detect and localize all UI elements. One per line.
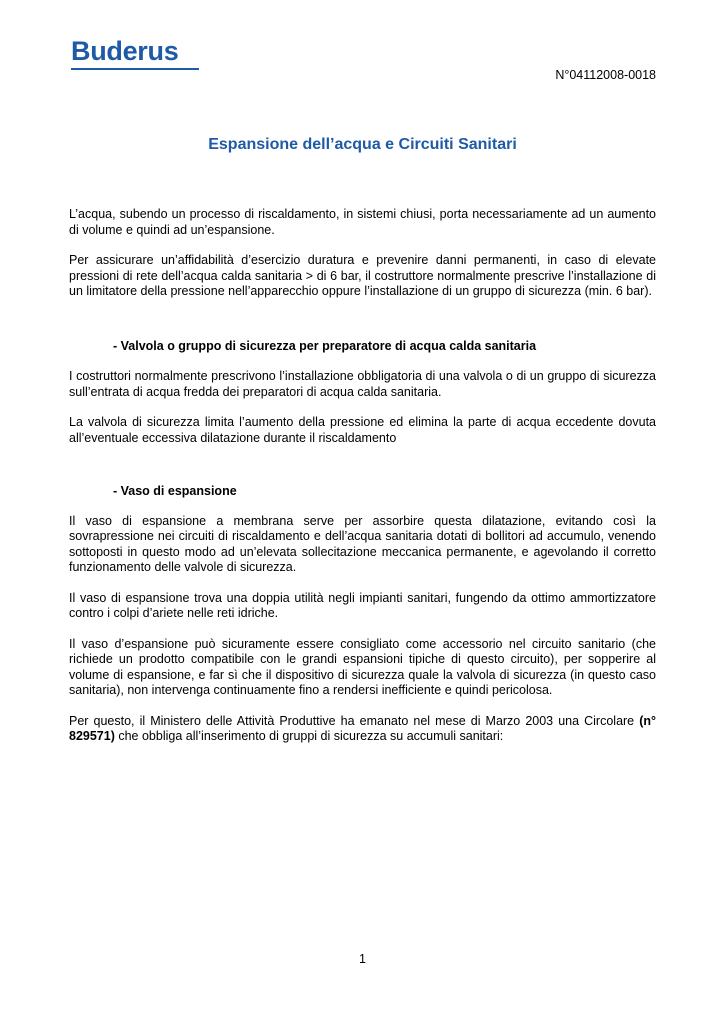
page-number: 1 [359, 952, 366, 966]
paragraph-accessory: Il vaso d’espansione può sicuramente essere consigliato come accessorio nel circuito sanitario (che richiede un prodotto compatibile con le grandi espansioni tipiche di questo circuito), per sopperire al volume di espansione, e far sì che il dispositivo di sicurezza quale la valvola di sicurezza (in questo caso sanitaria), non intervenga continuamente fino a rendersi inefficiente e quindi pericolosa. [69, 636, 656, 697]
paragraph-intro: L’acqua, subendo un processo di riscaldamento, in sistemi chiusi, porta necessariamente ad un aumento di volume e quindi ad un’espansione. [69, 207, 656, 237]
paragraph-double-use: Il vaso di espansione trova una doppia utilità negli impianti sanitari, fungendo da ottimo ammortizzatore contro i colpi d’ariete nelle reti idriche. [69, 590, 656, 620]
logo-wordmark: Buderus [71, 36, 179, 66]
paragraph-manufacturers: I costruttori normalmente prescrivono l’installazione obbligatoria di una valvola o di un gruppo di sicurezza sull’entrata di acqua fredda dei preparatori di acqua calda sanitaria. [69, 369, 656, 399]
document-body [69, 207, 656, 745]
paragraph-pressure: Per assicurare un’affidabilità d’esercizio duratura e prevenire danni permanenti, in caso di elevate pressioni di rete dell’acqua calda sanitaria > di 6 bar, il costruttore normalmente prescrive l’installazione di un limitatore della pressione nell’apparecchio oppure l’installazione di un gruppo di sicurezza (min. 6 bar). [69, 253, 656, 298]
section-heading-valve: - Valvola o gruppo di sicurezza per preparatore di acqua calda sanitaria [113, 338, 537, 353]
paragraph-circular [69, 714, 656, 745]
paragraph-membrane-vessel: Il vaso di espansione a membrana serve per assorbire questa dilatazione, evitando così la sovrapressione nei circuiti di riscaldamento e dell’acqua sanitaria dotati di bollitori ad accumulo, venendo sottoposti in questo modo ad un’elevata sollecitazione meccanica permanente, e agevolando il corretto funzionamento delle valvole di sicurezza. [69, 513, 656, 574]
document-number: N°04112008-0018 [555, 68, 656, 82]
section-heading-expansion-vessel: - Vaso di espansione [113, 484, 237, 498]
logo-underline [71, 68, 199, 70]
buderus-logo [71, 38, 201, 70]
circular-text-end: che obbliga all’inserimento di gruppi di sicurezza su accumuli sanitari: [114, 729, 504, 743]
circular-number: (n° 829571) [69, 713, 656, 743]
circular-text-start: Per questo, il Ministero delle Attività Produttive ha emanato nel mese di Marzo 2003 una Circolare [69, 713, 640, 728]
paragraph-safety-valve: La valvola di sicurezza limita l’aumento della pressione ed elimina la parte di acqua eccedente dovuta all’eventuale eccessiva dilatazione durante il riscaldamento [69, 415, 656, 445]
page-title: Espansione dell’acqua e Circuiti Sanitari [208, 136, 517, 153]
